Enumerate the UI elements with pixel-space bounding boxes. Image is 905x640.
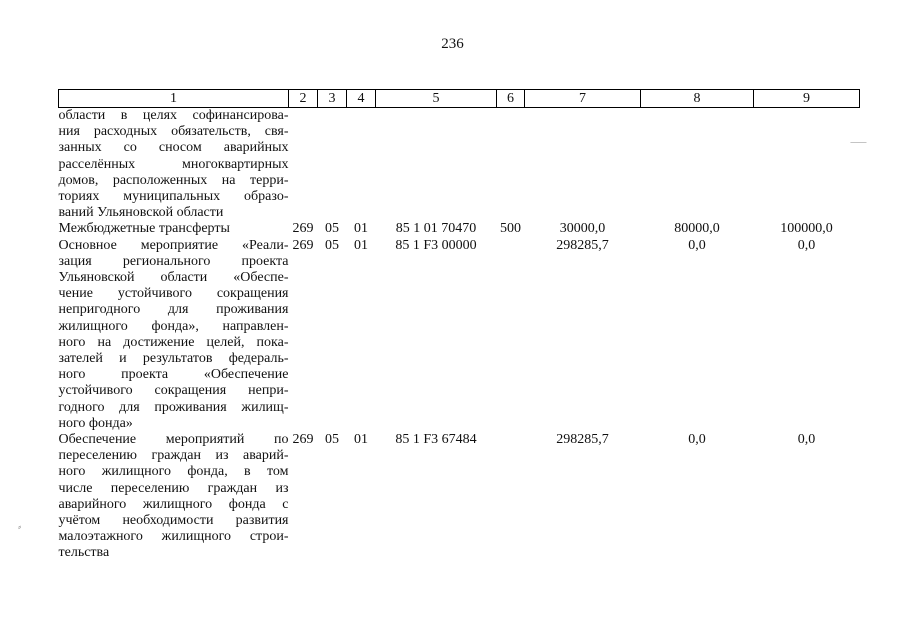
amount-year3-cell: 100000,0 <box>780 221 833 237</box>
row-name-line: ториях муниципальных образо- <box>58 189 289 205</box>
row-name-line: зателей и результатов федераль- <box>58 351 289 367</box>
row-name-line: чение устойчивого сокращения <box>58 286 289 302</box>
row-name-line: занных со сносом аварийных <box>58 140 289 156</box>
subsection-code-cell <box>347 108 376 222</box>
header-cell: 1 <box>59 90 289 108</box>
section-code-cell: 05 <box>325 237 339 253</box>
target-article-cell: 85 1 F3 00000 <box>395 237 477 253</box>
table-header-row <box>59 90 860 108</box>
amount-year3-cell: 0,0 <box>797 432 816 448</box>
section-code-cell: 05 <box>325 221 339 237</box>
row-name-line: аварийного жилищного фонда с <box>58 496 289 512</box>
admin-code-cell: 269 <box>292 221 314 237</box>
scan-mark: ⸺ <box>850 137 867 148</box>
row-name-cell <box>59 108 289 222</box>
table-row <box>59 108 860 222</box>
subsection-code-cell: 01 <box>354 432 368 448</box>
table-row <box>59 432 860 562</box>
amount-year3-cell <box>754 108 860 222</box>
row-name-line: малоэтажного жилищного строи- <box>58 529 289 545</box>
amount-year1-cell <box>525 108 641 222</box>
section-code-cell <box>318 108 347 222</box>
row-name-line: ного проекта «Обеспечение <box>58 367 289 383</box>
header-cell: 9 <box>754 90 860 108</box>
row-name-line: переселению граждан из аварий- <box>58 448 289 464</box>
scan-mark: ⸗ <box>18 522 22 533</box>
row-name-line: Обеспечение мероприятий по <box>58 432 289 448</box>
row-name-line: жилищного фонда», направлен- <box>58 318 289 334</box>
amount-year2-cell: 0,0 <box>688 237 706 253</box>
header-cell: 2 <box>289 90 318 108</box>
header-cell: 6 <box>497 90 525 108</box>
admin-code-cell: 269 <box>292 432 314 448</box>
amount-year2-cell: 0,0 <box>688 432 706 448</box>
table-row <box>59 221 860 237</box>
row-name-line: зация регионального проекта <box>58 253 289 269</box>
amount-year1-cell: 298285,7 <box>556 432 609 448</box>
header-cell: 5 <box>376 90 497 108</box>
amount-year3-cell: 0,0 <box>797 237 816 253</box>
page-number: 236 <box>441 36 464 52</box>
row-name-cell <box>59 432 289 562</box>
row-name-line: учётом необходимости развития <box>58 513 289 529</box>
amount-year2-cell <box>641 108 754 222</box>
header-cell: 4 <box>347 90 376 108</box>
expense-type-cell <box>497 108 525 222</box>
row-name-line: числе переселению граждан из <box>58 480 289 496</box>
amount-year1-cell: 30000,0 <box>559 221 606 237</box>
expense-type-cell <box>497 238 525 432</box>
target-article-cell: 85 1 01 70470 <box>395 221 477 237</box>
header-cell: 7 <box>525 90 641 108</box>
row-name-line: ного жилищного фонда, в том <box>58 464 289 480</box>
subsection-code-cell: 01 <box>354 221 368 237</box>
budget-table <box>58 89 860 562</box>
header-cell: 3 <box>318 90 347 108</box>
header-cell: 8 <box>641 90 754 108</box>
section-code-cell: 05 <box>325 432 339 448</box>
row-name-line: Межбюджетные трансферты <box>58 221 230 237</box>
row-name-line: области в целях софинансирова- <box>58 108 289 123</box>
table-row <box>59 238 860 432</box>
row-name-line: ного фонда» <box>58 415 133 431</box>
row-name-line: расселённых многоквартирных <box>58 156 289 172</box>
target-article-cell: 85 1 F3 67484 <box>395 432 477 448</box>
expense-type-cell <box>497 432 525 562</box>
row-name-line: тельства <box>58 545 110 561</box>
row-name-line: Основное мероприятие «Реали- <box>58 237 289 253</box>
row-name-line: ного на достижение целей, пока- <box>58 334 289 350</box>
amount-year2-cell: 80000,0 <box>674 221 720 237</box>
row-name-cell <box>59 238 289 432</box>
row-name-line: ваний Ульяновской области <box>58 205 224 221</box>
row-name-line: Ульяновской области «Обеспе- <box>58 270 289 286</box>
admin-code-cell <box>289 108 318 222</box>
row-name-line: годного для проживания жилищ- <box>58 399 289 415</box>
row-name-cell <box>59 221 289 237</box>
row-name-line: непригодного для проживания <box>58 302 289 318</box>
subsection-code-cell: 01 <box>354 237 368 253</box>
row-name-line: домов, расположенных на терри- <box>58 172 289 188</box>
amount-year1-cell: 298285,7 <box>556 237 609 253</box>
row-name-line: устойчивого сокращения непри- <box>58 383 289 399</box>
admin-code-cell: 269 <box>292 237 314 253</box>
target-article-cell <box>376 108 497 222</box>
row-name-line: ния расходных обязательств, свя- <box>58 124 289 140</box>
expense-type-cell: 500 <box>500 221 521 237</box>
